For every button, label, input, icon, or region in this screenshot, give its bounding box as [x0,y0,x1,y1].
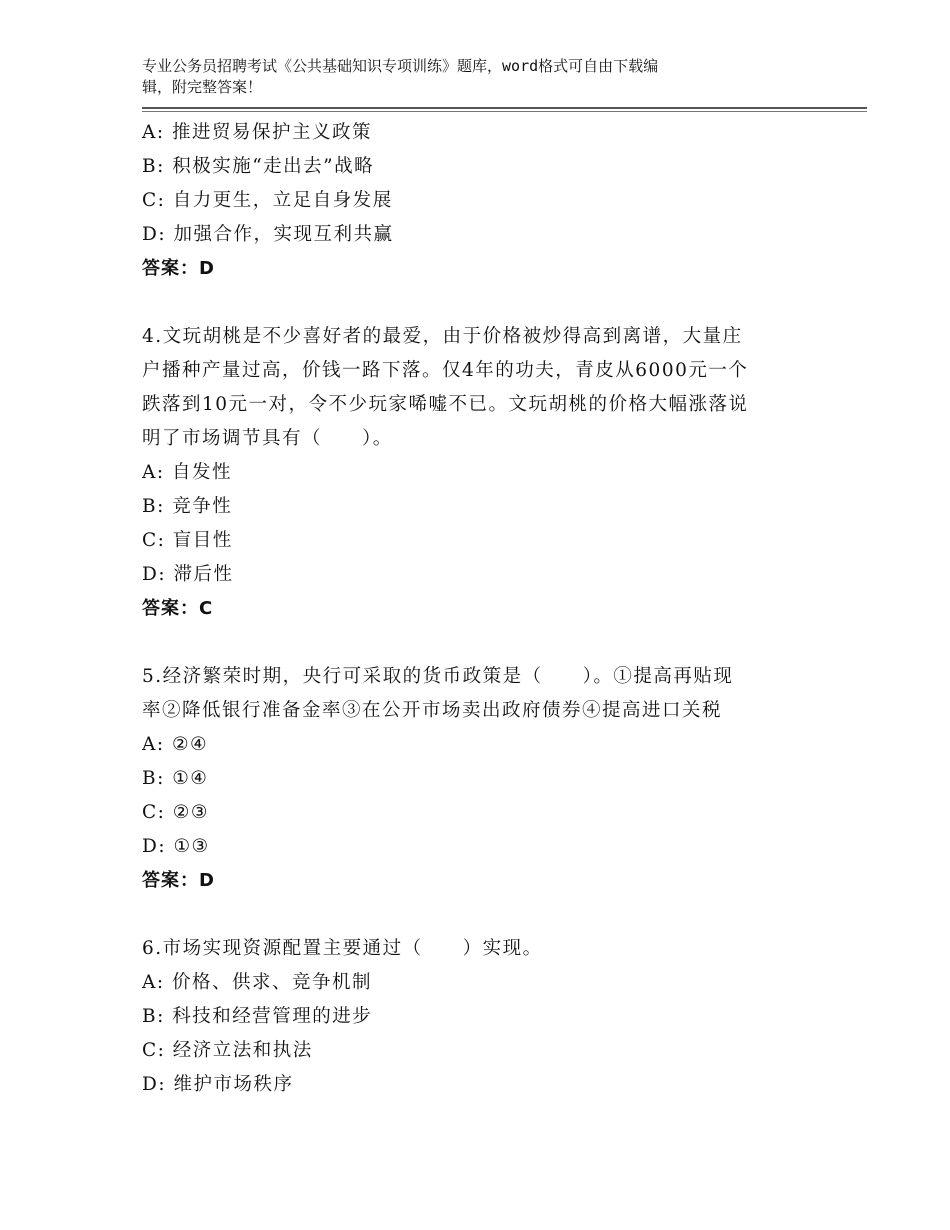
option-a: A: 价格、供求、竞争机制 [142,972,372,993]
header-rule-thin [142,111,867,112]
spacer [142,898,867,932]
option-b: B: 竞争性 [142,496,233,517]
document-page [142,56,867,1102]
header-line-1: 专业公务员招聘考试《公共基础知识专项训练》题库，word格式可自由下载编 [142,57,659,75]
question-3 [142,116,867,286]
question-stem-line: 户播种产量过高，价钱一路下落。仅4年的功夫，青皮从6000元一个 [142,360,749,381]
answer: 答案：D [142,258,215,279]
question-stem-line: 明了市场调节具有（ ）。 [142,428,393,449]
answer: 答案：C [142,598,214,619]
option-d: D: 加强合作，实现互利共赢 [142,224,394,245]
option-b: B: ①④ [142,768,209,789]
answer: 答案：D [142,870,215,891]
option-b: B: 积极实施“走出去”战略 [142,156,375,177]
option-d: D: 维护市场秩序 [142,1074,294,1095]
question-stem-line: 4.文玩胡桃是不少喜好者的最爱，由于价格被炒得高到离谱，大量庄 [142,326,743,347]
question-6 [142,932,867,1102]
option-c: C: ②③ [142,802,209,823]
question-stem-line: 跌落到10元一对，令不少玩家唏嘘不已。文玩胡桃的价格大幅涨落说 [142,394,749,415]
question-5 [142,660,867,898]
option-c: C: 自力更生，立足自身发展 [142,190,393,211]
question-stem-line: 5.经济繁荣时期，央行可采取的货币政策是（ ）。①提高再贴现 [142,666,734,687]
option-a: A: ②④ [142,734,209,755]
page-header [142,56,782,98]
spacer [142,626,867,660]
question-stem-line: 率②降低银行准备金率③在公开市场卖出政府债券④提高进口关税 [142,700,723,721]
option-d: D: 滞后性 [142,564,234,585]
option-b: B: 科技和经营管理的进步 [142,1006,373,1027]
option-d: D: ①③ [142,836,210,857]
option-c: C: 经济立法和执法 [142,1040,313,1061]
header-rule-thick [142,107,867,109]
question-stem-line: 6.市场实现资源配置主要通过（ ）实现。 [142,938,543,959]
option-a: A: 自发性 [142,462,232,483]
question-4 [142,320,867,626]
question-list [142,116,867,1102]
option-a: A: 推进贸易保护主义政策 [142,122,372,143]
spacer [142,286,867,320]
header-line-2: 辑，附完整答案！ [142,78,263,96]
option-c: C: 盲目性 [142,530,233,551]
